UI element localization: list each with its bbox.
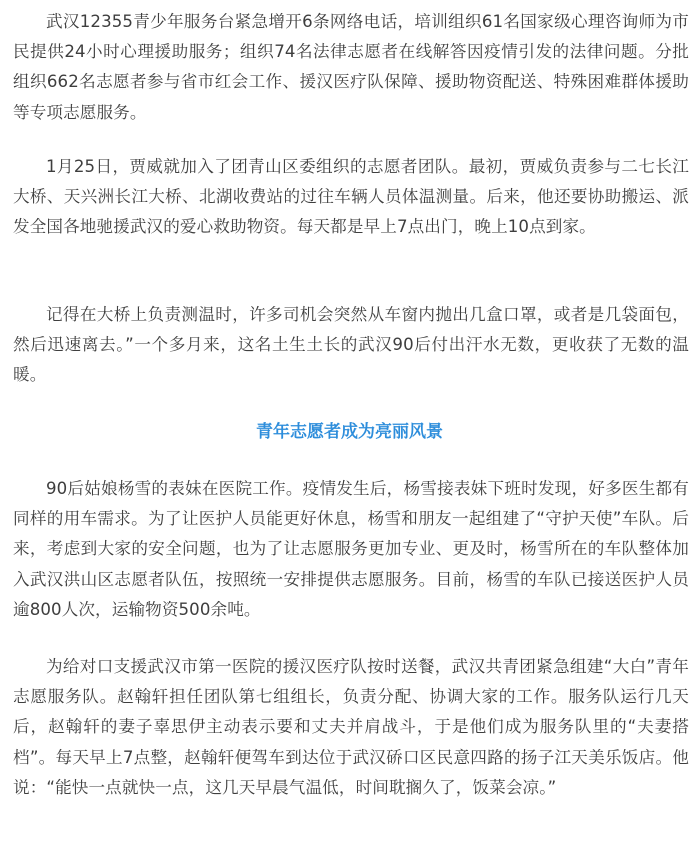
paragraph-hotline-services: 武汉12355青少年服务台紧急增开6条网络电话，培训组织61名国家级心理咨询师为市民提供24小时心理援助服务；组织74名法律志愿者在线解答因疫情引发的法律问题。分批组织662名志愿者参与省市红会工作、援汉医疗队保障、援助物资配送、特殊困难群体援助等专项志愿服务。 — [13, 12, 689, 122]
section-heading: 青年志愿者成为亮丽风景 — [256, 422, 443, 442]
paragraph-bridge-memory: 记得在大桥上负责测温时，许多司机会突然从车窗内抛出几盒口罩，或者是几袋面包，然后迅速离去。”一个多月来，这名土生土长的武汉90后付出汗水无数，更收获了无数的温暖。 — [13, 305, 689, 385]
paragraph-jia-wei-volunteer: 1月25日，贾威就加入了团青山区委组织的志愿者团队。最初，贾威负责参与二七长江大桥、天兴洲长江大桥、北湖收费站的过往车辆人员体温测量。后来，他还要协助搬运、派发全国各地驰援武汉的爱心救助物资。每天都是早上7点出门，晚上10点到家。 — [13, 157, 689, 237]
paragraph-meal-delivery-team: 为给对口支援武汉市第一医院的援汉医疗队按时送餐，武汉共青团紧急组建“大白”青年志愿服务队。赵翰轩担任团队第七组组长，负责分配、协调大家的工作。服务队运行几天后，赵翰轩的妻子辜思伊主动表示要和丈夫并肩战斗，于是他们成为服务队里的“夫妻搭档”。每天早上7点整，赵翰轩便驾车到达位于武汉硚口区民意四路的扬子江天美乐饭店。他说：“能快一点就快一点，这几天早晨气温低，时间耽搁久了，饭菜会凉。” — [13, 657, 689, 797]
paragraph-yang-xue-fleet: 90后姑娘杨雪的表妹在医院工作。疫情发生后，杨雪接表妹下班时发现，好多医生都有同样的用车需求。为了让医护人员能更好休息，杨雪和朋友一起组建了“守护天使”车队。后来，考虑到大家的安全问题，也为了让志愿服务更加专业、更及时，杨雪所在的车队整体加入武汉洪山区志愿者队伍，按照统一安排提供志愿服务。目前，杨雪的车队已接送医护人员逾800人次，运输物资500余吨。 — [13, 479, 689, 619]
